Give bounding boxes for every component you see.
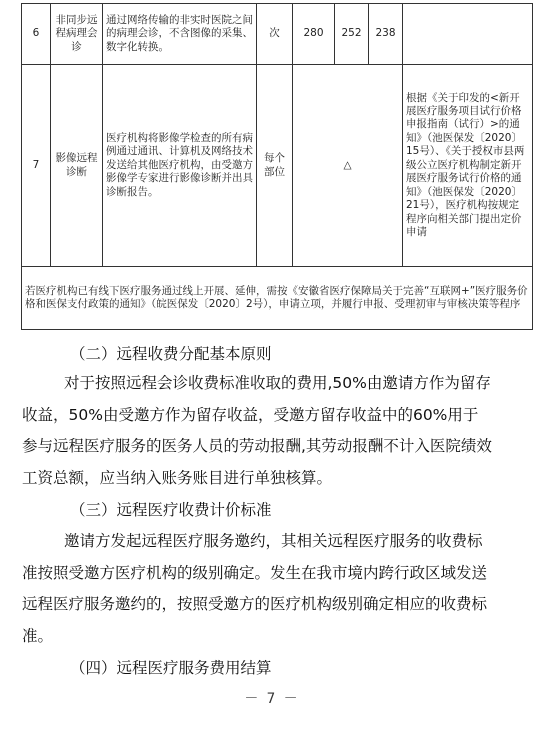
paragraph-text: 邀请方发起远程医疗服务邀约，其相关远程医疗服务的收费标准按照受邀方医疗机构的级别确定。发生在我市境内跨行政区域发送远程医疗服务邀约的，按照受邀方的医疗机构级别确定相应的收费标准。 — [22, 532, 488, 645]
section-body — [22, 526, 492, 652]
item-note — [403, 4, 533, 65]
section-title: （三）远程医疗收费计价标准 — [70, 501, 272, 519]
row-number: 7 — [22, 65, 51, 267]
paragraph-text: 对于按照远程会诊收费标准收取的费用,50%由邀请方作为留存收益，50%由受邀方作为留存收益，受邀方留存收益中的60%用于参与远程医疗服务的医务人员的劳动报酬,其劳动报酬不计入医院绩效工资总额，应当纳入账务账目进行单独核算。 — [22, 374, 492, 487]
item-note: 根据《关于印发的<新开展医疗服务项目试行价格申报指南（试行）>的通知》（池医保发〔2020〕15号）、《关于授权市县两级公立医疗机构制定新开展医疗服务试行价格的通知》（池医保发〔2020〕21号），医疗机构按规定程序向相关部门提出定价申请 — [403, 65, 533, 267]
section-title: （二）远程收费分配基本原则 — [70, 345, 272, 363]
fee-table — [21, 3, 533, 330]
section-body — [22, 368, 492, 494]
price-level-3: 238 — [369, 4, 403, 65]
item-unit: 每个部位 — [257, 65, 293, 267]
price-mark: △ — [293, 65, 403, 267]
row-number: 6 — [22, 4, 51, 65]
table-footnote: 若医疗机构已有线下医疗服务通过线上开展、延伸，需按《安徽省医疗保障局关于完善“互联网+”医疗服务价格和医保支付政策的通知》（皖医保发〔2020〕2号），申请立项，并履行申报、受理初审与审核决策等程序 — [22, 267, 533, 330]
table-row — [22, 267, 533, 330]
item-unit: 次 — [257, 4, 293, 65]
section-title: （四）远程医疗服务费用结算 — [70, 659, 272, 677]
page-number: － 7 － — [244, 691, 298, 707]
table-row — [22, 4, 533, 65]
price-level-2: 252 — [335, 4, 369, 65]
item-content: 通过网络传输的非实时医院之间的病理会诊，不含图像的采集、数字化转换。 — [103, 4, 257, 65]
price-level-1: 280 — [293, 4, 335, 65]
item-content: 医疗机构将影像学检查的所有病例通过通讯、计算机及网络技术发送给其他医疗机构，由受邀方影像学专家进行影像诊断并出具诊断报告。 — [103, 65, 257, 267]
item-name: 非同步远程病理会诊 — [51, 4, 103, 65]
item-name: 影像远程诊断 — [51, 65, 103, 267]
table-row — [22, 65, 533, 267]
